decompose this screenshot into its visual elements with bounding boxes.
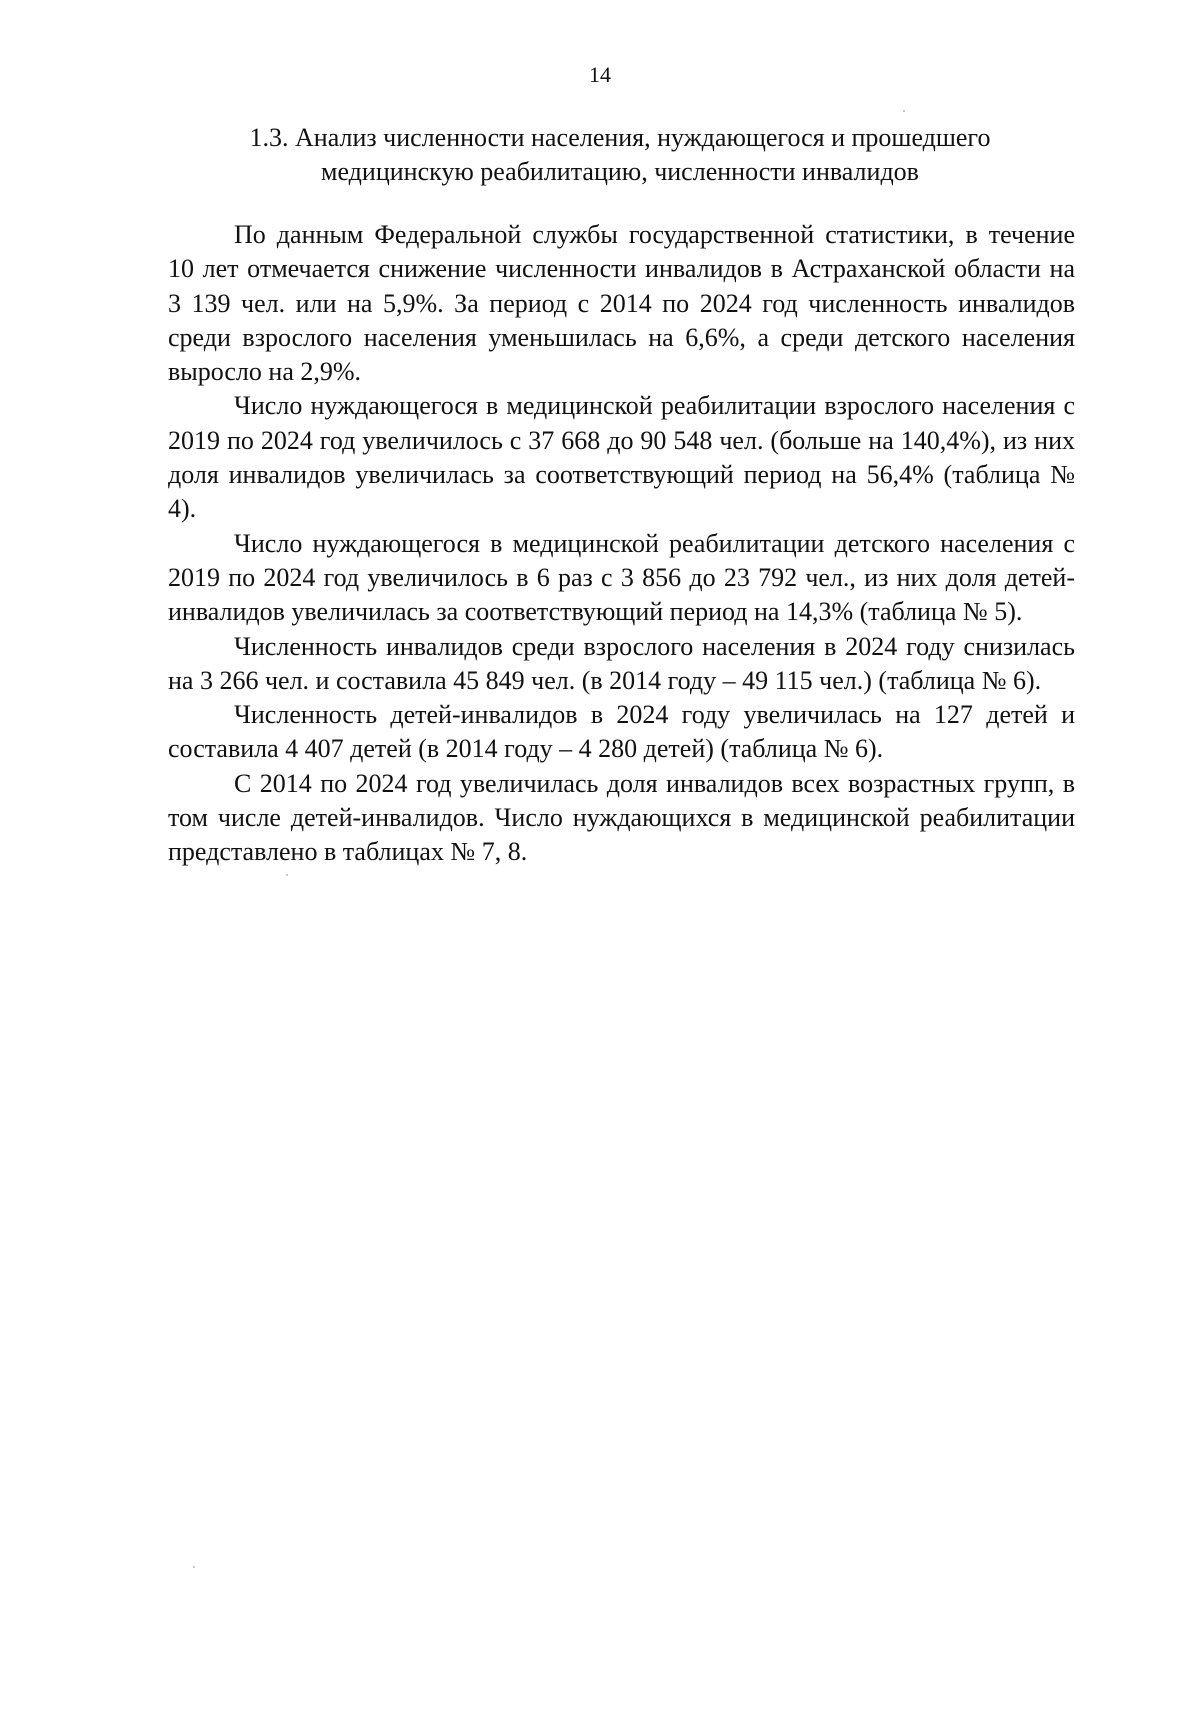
scan-speck <box>193 1566 195 1568</box>
paragraph: Численность детей-инвалидов в 2024 году увеличилась на 127 детей и составила 4 407 детей (в 2014 году – 4 280 детей) (таблица № 6). <box>168 700 1075 764</box>
section-heading: 1.3. Анализ численности населения, нуждающегося и прошедшего медицинскую реабилитацию, численности инвалидов <box>249 123 991 186</box>
page-number: 14 <box>589 62 611 87</box>
paragraph: С 2014 по 2024 год увеличилась доля инвалидов всех возрастных групп, в том числе детей-инвалидов. Число нуждающихся в медицинской реабилитации представлено в таблицах № 7, 8. <box>168 768 1075 867</box>
scan-speck <box>286 874 288 876</box>
body-text <box>168 218 1075 870</box>
paragraph: По данным Федеральной службы государственной статистики, в течение 10 лет отмечается снижение численности инвалидов в Астраханской области на 3 139 чел. или на 5,9%. За период с 2014 по 2024 год численность инвалидов среди взрослого населения уменьшилась на 6,6%, а среди детского населения выросло на 2,9%. <box>168 220 1075 387</box>
paragraph: Численность инвалидов среди взрослого населения в 2024 году снизилась на 3 266 чел. и составила 45 849 чел. (в 2014 году – 49 115 чел.) (таблица № 6). <box>168 631 1075 695</box>
paragraph: Число нуждающегося в медицинской реабилитации взрослого населения с 2019 по 2024 год увеличилось с 37 668 до 90 548 чел. (больше на 140,4%), из них доля инвалидов увеличилась за соответствующий период на 56,4% (таблица № 4). <box>168 391 1075 524</box>
scan-speck <box>903 110 905 112</box>
paragraph: Число нуждающегося в медицинской реабилитации детского населения с 2019 по 2024 год увеличилось в 6 раз с 3 856 до 23 792 чел., из них доля детей-инвалидов увеличилась за соответствующий период на 14,3% (таблица № 5). <box>168 528 1075 627</box>
